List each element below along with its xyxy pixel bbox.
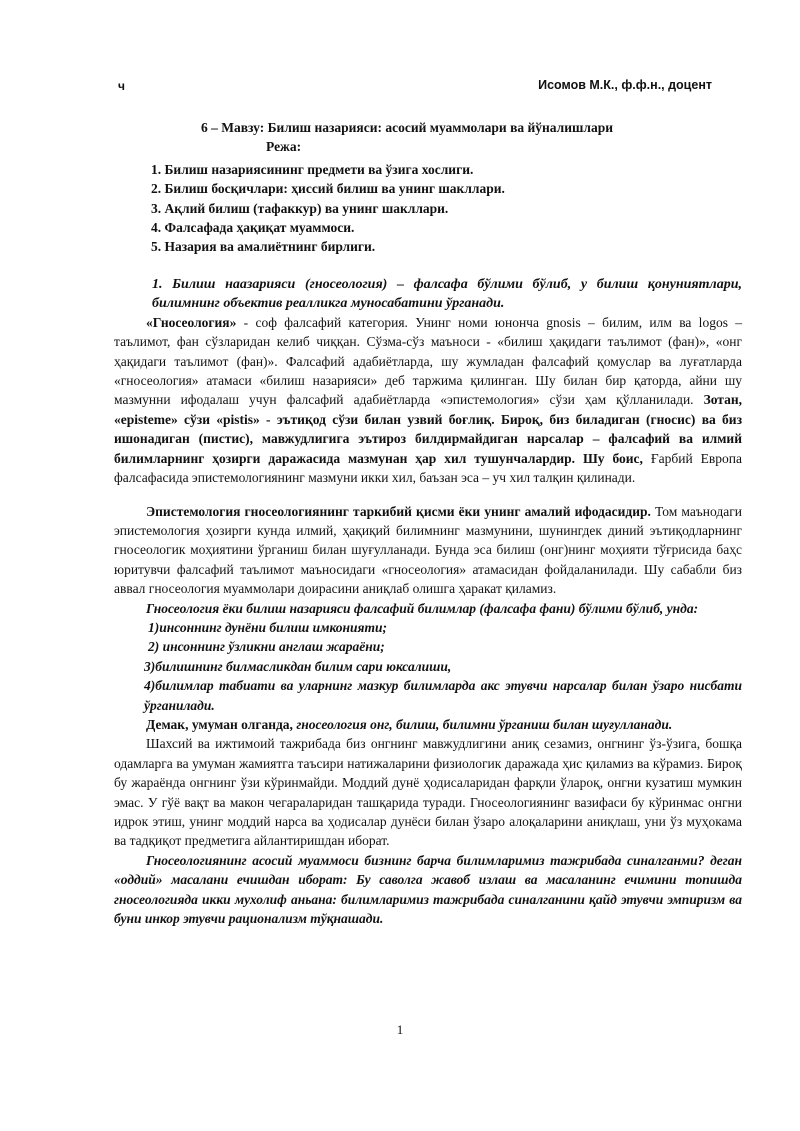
list-item: 3)билишнинг билмасликдан билим сари юксалиши, <box>144 658 452 674</box>
paragraph-text: - соф фалсафий категория. Унинг номи юнонча gnosis – билим, илм ва logos – таълимот, фан сўзларидан келиб чиққан. Сўзма-сўз маъноси - «билиш ҳақидаги таълимот (фан)», «онг ҳақидаги таълимот (фан)». Фалсафий адабиётларда, шу жумладан фалсафий қомуслар ва луғатларда «гносеология» атамаси «билиш назарияси» деб таржима қилинган. Шу билан бир қаторда, айни шу мазмунни ифодалаш учун фалсафий адабиётларда «эпистемология» сўзи ҳам қўлланилади. <box>114 314 742 408</box>
plan-heading: Режа: <box>266 139 302 155</box>
paragraph-epistemology <box>114 502 742 599</box>
list-item: 2) инсоннинг ўзликни англаш жараёни; <box>148 639 385 655</box>
header-left-mark: ч <box>118 79 125 93</box>
plan-item: 1. Билиш назариясининг предмети ва ўзига хослиги. <box>151 161 474 177</box>
list-item: 1)инсоннинг дунёни билиш имконияти; <box>148 619 387 635</box>
plan-item: 2. Билиш босқичлари: ҳиссий билиш ва унинг шакллари. <box>151 181 505 197</box>
list-item: 4)билимлар табиати ва уларнинг мазкур билимларда акс этувчи нарсалар билан ўзаро нисбати ўрганилади. <box>144 678 742 713</box>
document-title: 6 – Мавзу: Билиш назарияси: асосий муаммолари ва йўналишлари <box>201 120 614 135</box>
paragraph-consciousness: Шахсий ва ижтимоий тажрибада биз онгнинг мавжудлигини аниқ сезамиз, онгнинг ўз-ўзига, бошқа одамларга ва умуман жамиятга таъсири натижаларини физиологик даражада ҳис қиламиз ва кўрамиз. Бироқ бу жараёнда онгнинг ўзи кўринмайди. Моддий дунё ҳодисаларидан фарқли ўлароқ, онгни кузатиш мумкин эмас. У гўё вақт ва макон чегараларидан ташқарида туради. Гносеологиянинг вазифаси бу кўринмас онгни идрок этиш, унинг моддий нарса ва ҳодисалар дунёси билан ўзаро алоқаларини аниқлаш, уни ўз муҳокама ва тадқиқот предметига айлантиришдан иборат. <box>114 736 742 849</box>
paragraph-main-problem: Гносеологиянинг асосий муаммоси бизнинг барча билимларимиз тажрибада синалганми? деган «оддий» масалани ечишдан иборат: Бу саволга жавоб излаш ва масаланинг ечимини топишда гносеологияда икки мухолиф аньана: билимларимиз тажрибада синалганини қайд этувчи эмпиризм ва буни инкор этувчи рационализм тўқнашади. <box>114 852 742 927</box>
section-heading: 1. Билиш наазарияси (гносеология) – фалсафа бўлими бўлиб, у билиш қонуниятлари, билимнинг объектив реалликга муносабатини ўрганади. <box>152 276 742 311</box>
plan-list <box>114 160 742 257</box>
paragraph-bold-text: Зотан, «episteme» сўзи «pistis» - эътиқод сўзи билан узвий боғлиқ. Бироқ, биз биладиган (гносис) ва биз ишонадиган (пистис), мавжудлигига эътироз билдирмайдиган нарсалар – фалсафий ва илмий билимларнинг ҳозирги даражасида мазмунан ҳар хил тушунчалардир. Шу боис, <box>114 392 742 466</box>
paragraph-summary <box>114 715 742 734</box>
paragraph-gnoseology <box>114 313 742 488</box>
term-gnoseology: «Гносеология» <box>146 314 237 330</box>
paragraph-bold-text: Эпистемология гносеологиянинг таркибий қисми ёки унинг амалий ифодасидир. <box>146 503 651 519</box>
paragraph-definition: Гносеология ёки билиш назарияси фалсафий билимлар (фалсафа фани) бўлими бўлиб, унда: <box>146 600 699 616</box>
paragraph-bold-text: Демак, умуман олганда, <box>146 716 297 732</box>
plan-item: 3. Ақлий билиш (тафаккур) ва унинг шакллари. <box>151 200 449 216</box>
plan-item: 4. Фалсафада ҳақиқат муаммоси. <box>151 220 355 236</box>
page-number: 1 <box>396 1022 404 1037</box>
paragraph-bold-italic-text: гносеология онг, билиш, билимни ўрганиш билан шуғулланади. <box>296 716 673 732</box>
document-body <box>114 118 742 928</box>
header-author: Исомов М.К., ф.ф.н., доцент <box>538 78 712 92</box>
plan-item: 5. Назария ва амалиётнинг бирлиги. <box>151 239 376 255</box>
paragraph-text: Ғарбий Европа фалсафасида эпистемологиянинг мазмуни икки хил, баъзан эса – уч хил талқин қилинади. <box>114 450 743 486</box>
paragraph-text: Том маънодаги эпистемология ҳозирги кунда илмий, ҳақиқий билимнинг мазмунини, шунингдек диний эътиқодларнинг гносеологик моҳиятини ўрганиш билан шуғулланади. Бунда эса билиш (онг)нинг моҳияти тўғрисида баҳс юритувчи фалсафий таълимот маъносидаги «гносеология» атамасидан фойдаланилади. Шу сабабли биз аввал гносеология муаммолари доирасини аниқлаб олишга ҳаракат қиламиз. <box>114 503 742 597</box>
